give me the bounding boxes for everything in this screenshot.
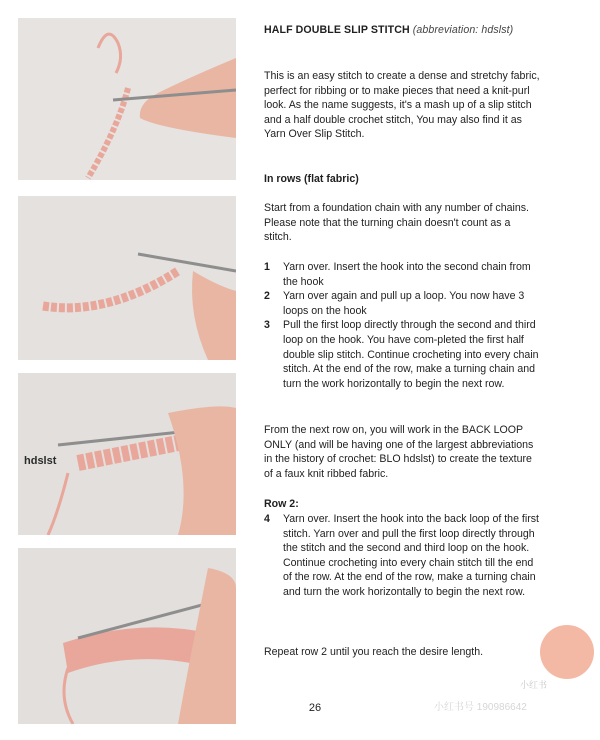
crochet-photo-3 (18, 373, 236, 535)
photo-step-1 (18, 18, 236, 180)
step-item (264, 318, 540, 391)
photo-row-2 (18, 548, 236, 724)
decorative-circle (540, 625, 594, 679)
watermark-id: 小红书号 190986642 (434, 702, 527, 713)
step-text: Yarn over again and pull up a loop. You now have 3 loops on the hook (283, 290, 525, 317)
step-item (264, 289, 540, 318)
crochet-photo-1 (18, 18, 236, 180)
step-item (264, 260, 540, 289)
repeat-paragraph: Repeat row 2 until you reach the desire length. (264, 646, 484, 658)
section-rows-paragraph: Start from a foundation chain with any number of chains. Please note that the turning chain doesn't count as a stitch. (264, 202, 529, 244)
title-main: HALF DOUBLE SLIP STITCH (264, 24, 410, 36)
step-text: Yarn over. Insert the hook into the back loop of the first stitch. Yarn over and pull the first loop directly through the stitch and the second and third loop on the hook. Continue crocheting into every chain stitch till the end of the row. At the end of the row, make a turning chain and turn the work horizontally to begin the next row. (283, 513, 539, 598)
crochet-photo-2 (18, 196, 236, 360)
step-number: 4 (264, 513, 270, 525)
step-text: Pull the first loop directly through the second and third loop on the hook. You have com-pleted the first half double slip stitch. Continue crocheting into every chain stitch. At the end of the row, make a turning chain and turn the work horizontally to begin the next row. (283, 319, 539, 390)
step-text: Yarn over. Insert the hook into the second chain from the hook (283, 261, 531, 288)
step-number: 1 (264, 261, 270, 273)
photo-step-2 (18, 196, 236, 360)
steps-list (264, 260, 540, 391)
step-number: 3 (264, 319, 270, 332)
photo-step-3 (18, 373, 236, 535)
watermark-brand: 小红书 (520, 680, 548, 690)
page-title (264, 24, 513, 36)
page-number: 26 (308, 702, 322, 714)
step-item (264, 512, 540, 600)
stitch-label-hdslst: hdslst (24, 455, 57, 467)
intro-paragraph: This is an easy stitch to create a dense and stretchy fabric, perfect for ribbing or to make pieces that need a knit-purl look. As the name suggests, it's a mash up of a slip stitch and a half double crochet stitch, You may also find it as Yarn Over Slip Stitch. (264, 70, 540, 141)
crochet-photo-4 (18, 548, 236, 724)
title-abbreviation: (abbreviation: hdslst) (412, 24, 514, 36)
next-row-paragraph: From the next row on, you will work in the BACK LOOP ONLY (and will be having one of the largest abbreviations in the history of crochet: BLO hdslst) to create the texture of a faux knit ribbed fabric. (264, 424, 534, 480)
row2-steps-list (264, 512, 540, 600)
step-number: 2 (264, 290, 270, 303)
section-heading-rows: In rows (flat fabric) (264, 173, 359, 185)
section-heading-row2: Row 2: (264, 498, 299, 510)
